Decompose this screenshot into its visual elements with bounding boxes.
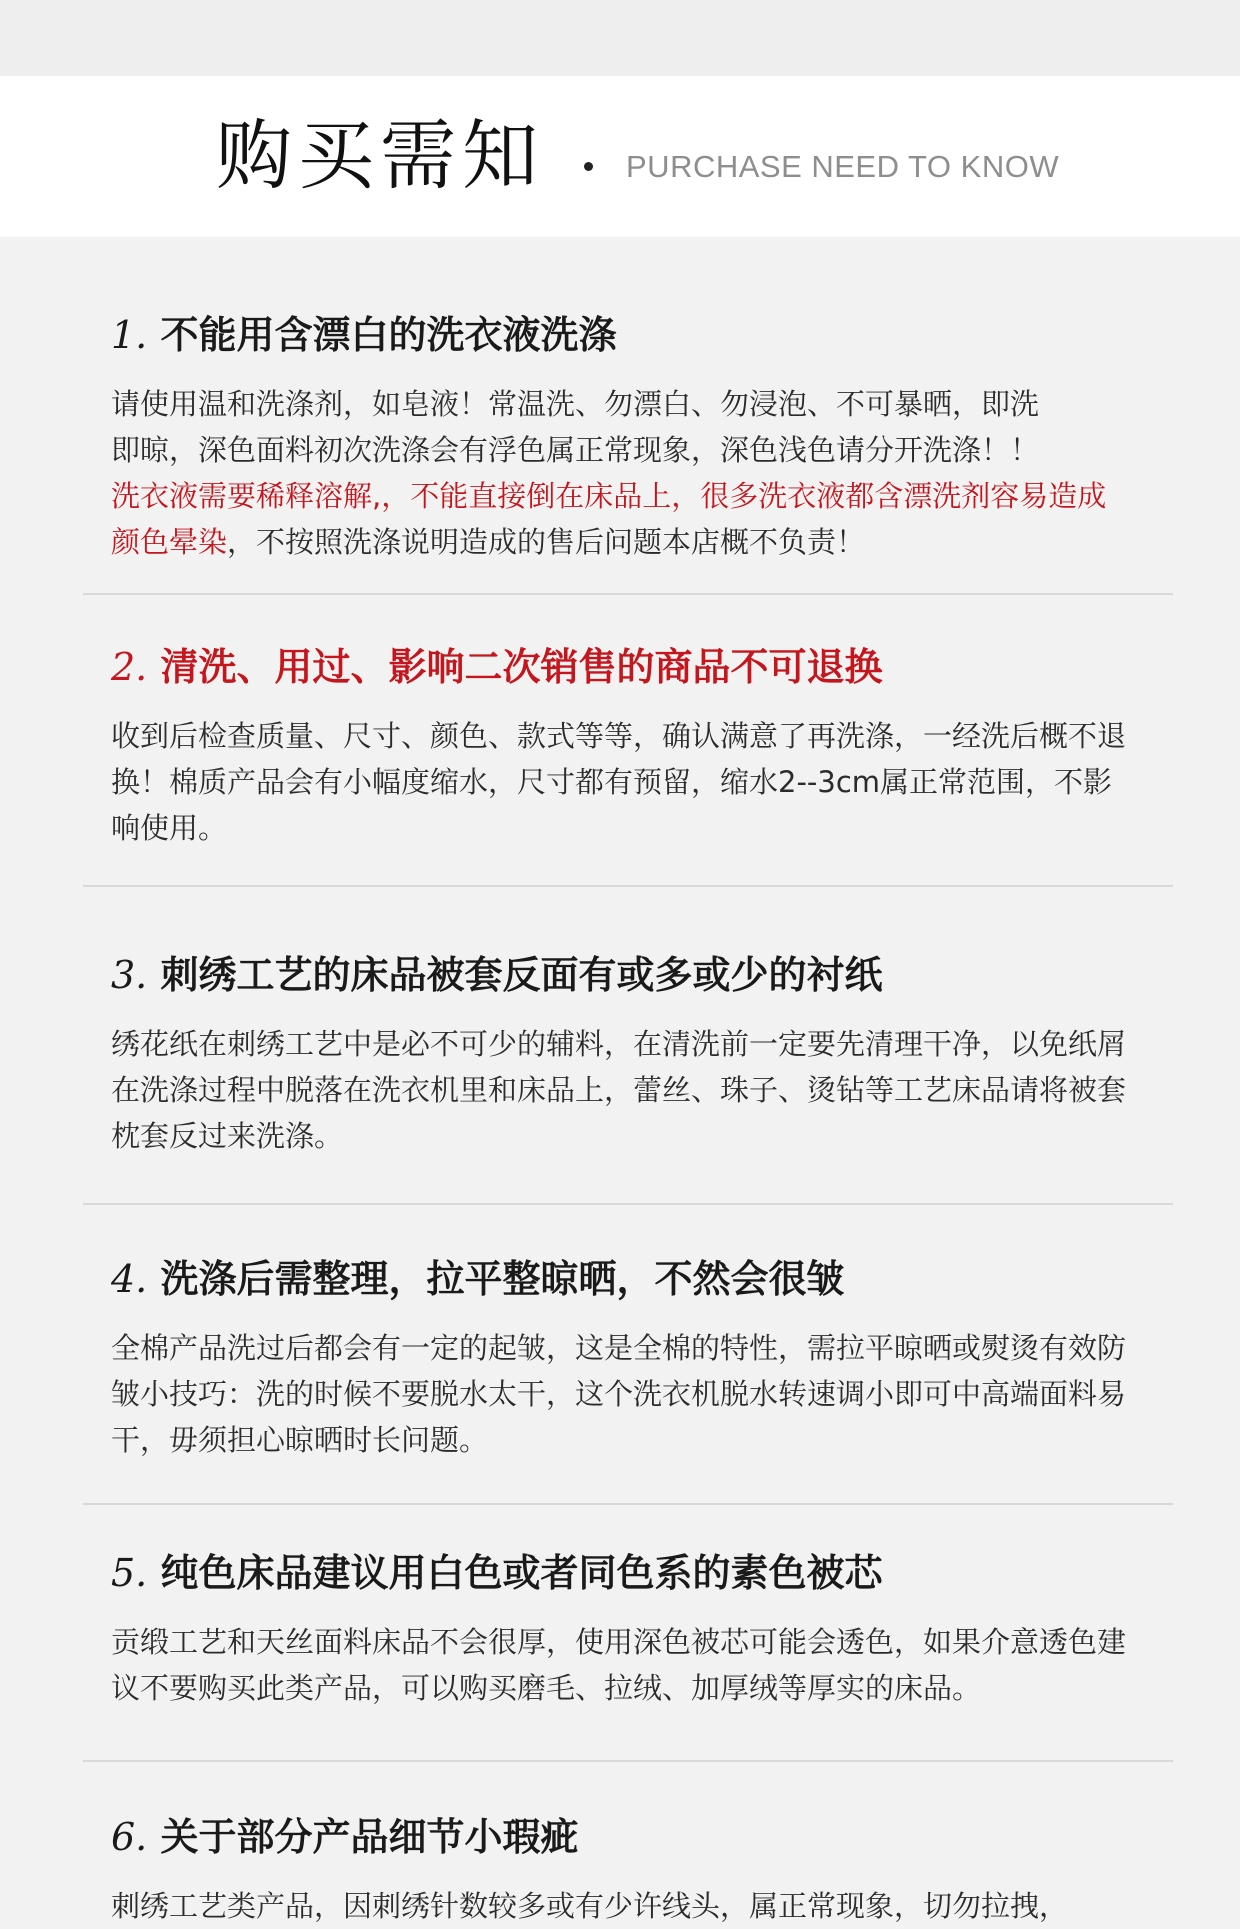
notice-title-6 xyxy=(111,1815,1131,1861)
page-subtitle: PURCHASE NEED TO KNOW xyxy=(626,149,1060,184)
notice-title-text: 刺绣工艺的床品被套反面有或多或少的衬纸 xyxy=(160,953,883,997)
divider xyxy=(83,1760,1173,1762)
notice-number: 4. xyxy=(111,1257,148,1301)
notice-item-2 xyxy=(111,645,1131,851)
notice-item-1 xyxy=(111,313,1131,565)
divider xyxy=(83,1203,1173,1205)
divider xyxy=(83,885,1173,887)
notice-body-6: 刺绣工艺类产品，因刺绣针数较多或有少许线头，属正常现象，切勿拉拽， xyxy=(111,1888,1069,1923)
notice-title-text: 关于部分产品细节小瑕疵 xyxy=(160,1815,579,1859)
notice-body-4: 全棉产品洗过后都会有一定的起皱，这是全棉的特性，需拉平晾晒或熨烫有效防皱小技巧：洗的时候不要脱水太干，这个洗衣机脱水转速调小即可中高端面料易干，毋须担心晾晒时长问题。 xyxy=(111,1330,1127,1457)
title-separator-dot xyxy=(584,162,593,171)
notice-body-line: 请使用温和洗涤剂，如皂液！常温洗、勿漂白、勿浸泡、不可暴晒，即洗 xyxy=(111,386,1040,421)
notice-body-3: 绣花纸在刺绣工艺中是必不可少的辅料，在清洗前一定要先清理干净，以免纸屑在洗涤过程中脱落在洗衣机里和床品上，蕾丝、珠子、烫钻等工艺床品请将被套枕套反过来洗涤。 xyxy=(111,1026,1127,1153)
notice-number: 5. xyxy=(111,1551,148,1595)
notice-number: 3. xyxy=(111,953,148,997)
notice-number: 6. xyxy=(111,1815,148,1859)
notice-body-line: 即晾，深色面料初次洗涤会有浮色属正常现象，深色浅色请分开洗涤！！ xyxy=(111,432,1040,467)
notice-title-5 xyxy=(111,1551,1131,1597)
notice-body-2: 收到后检查质量、尺寸、颜色、款式等等，确认满意了再洗涤，一经洗后概不退换！棉质产品会有小幅度缩水，尺寸都有预留，缩水2--3cm属正常范围，不影响使用。 xyxy=(111,718,1127,845)
notice-item-5 xyxy=(111,1551,1131,1711)
top-strip xyxy=(0,0,1240,76)
notice-title-3 xyxy=(111,953,1131,999)
page-header xyxy=(0,76,1240,237)
notice-number: 2. xyxy=(111,645,148,689)
notice-warning-text: 洗衣液需要稀释溶解,，不能直接倒在床品上，很多洗衣液都含漂洗剂容易造成颜色晕染 xyxy=(111,478,1107,559)
notice-body-tail: ，不按照洗涤说明造成的售后问题本店概不负责！ xyxy=(227,524,866,559)
notice-title-1 xyxy=(111,313,1131,359)
notice-title-text: 纯色床品建议用白色或者同色系的素色被芯 xyxy=(160,1551,883,1595)
divider xyxy=(83,1503,1173,1505)
notice-item-6 xyxy=(111,1815,1131,1929)
page-title: 购买需知 xyxy=(216,111,544,200)
divider xyxy=(83,593,1173,595)
notice-title-text: 清洗、用过、影响二次销售的商品不可退换 xyxy=(160,645,883,689)
notice-title-text: 洗涤后需整理，拉平整晾晒，不然会很皱 xyxy=(160,1257,845,1301)
notice-title-text: 不能用含漂白的洗衣液洗涤 xyxy=(160,313,617,357)
notice-body-5: 贡缎工艺和天丝面料床品不会很厚，使用深色被芯可能会透色，如果介意透色建议不要购买此类产品，可以购买磨毛、拉绒、加厚绒等厚实的床品。 xyxy=(111,1624,1127,1705)
notice-title-2 xyxy=(111,645,1131,691)
notice-body-1 xyxy=(111,381,1131,565)
notice-item-3 xyxy=(111,953,1131,1159)
notice-item-4 xyxy=(111,1257,1131,1463)
notice-title-4 xyxy=(111,1257,1131,1303)
notice-number: 1. xyxy=(111,313,148,357)
